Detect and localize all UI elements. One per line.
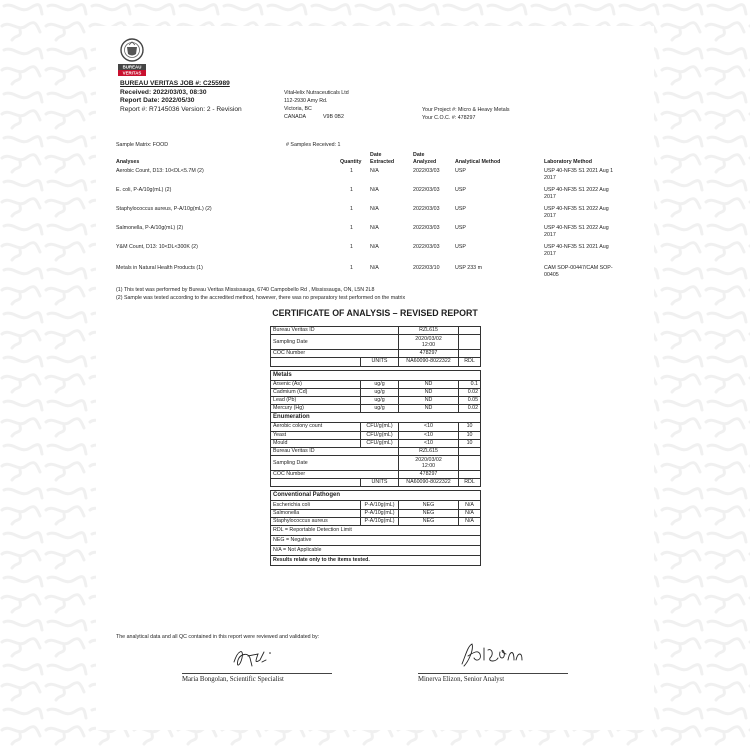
col-date-analyzed-2: Analyzed <box>413 159 437 165</box>
note-neg: NEG = Negative <box>271 536 481 546</box>
rdl-header: RDL <box>459 479 481 487</box>
bv-id-label: Bureau Veritas ID <box>271 327 399 335</box>
table-row: Lead (Pb) ug/g ND 0.05 <box>271 396 481 404</box>
lot-number: NA60090-8022322 <box>399 479 459 487</box>
signature-2 <box>458 640 538 670</box>
sampling-date-value: 2020/03/02 12:00 <box>399 456 459 471</box>
note-results: Results relate only to the items tested. <box>271 556 481 566</box>
note-rdl: RDL = Reportable Detection Limit <box>271 526 481 536</box>
table-row: Yeast CFU/g(mL) <10 10 <box>271 431 481 439</box>
signer-1-name: Maria Bongolan, Scientific Specialist <box>182 676 284 683</box>
enumeration-section-title: Enumeration <box>271 413 481 423</box>
client-address-1: 112-2930 Amy Rd. <box>284 98 328 104</box>
table-row: Salmonella P-A/10g(mL) NEG N/A <box>271 509 481 517</box>
table-row: Cadmium (Cd) ug/g ND 0.02 <box>271 388 481 396</box>
client-name: VitaHelix Nutraceuticals Ltd <box>284 90 349 96</box>
col-analytical-method: Analytical Method <box>455 159 501 165</box>
pathogen-section-title: Conventional Pathogen <box>271 491 481 501</box>
table-row: Mould CFU/g(mL) <10 10 <box>271 439 481 447</box>
coc-number-label: COC Number <box>271 350 399 358</box>
table-row: Aerobic colony count CFU/g(mL) <10 10 <box>271 423 481 431</box>
signer-2-name: Minerva Elizon, Senior Analyst <box>418 676 505 683</box>
job-number: BUREAU VERITAS JOB #: C255989 <box>120 80 230 87</box>
validation-statement: The analytical data and all QC contained in this report were reviewed and validated by: <box>116 634 320 640</box>
bureau-veritas-logo <box>117 36 147 78</box>
report-number: Report #: R7145036 Version: 2 - Revision <box>120 105 242 113</box>
rdl-header: RDL <box>459 358 481 366</box>
bv-id-label: Bureau Veritas ID <box>271 447 399 455</box>
received-date: Received: 2022/03/03, 08:30 <box>120 88 207 96</box>
note-na: N/A = Not Applicable <box>271 546 481 556</box>
table-row: Staphylococcus aureus P-A/10g(mL) NEG N/A <box>271 517 481 525</box>
client-country: CANADA <box>284 114 307 120</box>
report-page: BUREAU VERITAS BUREAU VERITAS JOB #: C255989 Received: 2022/03/03, 08:30 Report Date: 2022/05/30 Report #: R7145036 Version: 2 - Revision VitaHelix Nutraceuticals Ltd 112-2930 Amy Rd. Victoria, BC CANADA V9B 0B2 Your Project #: Micro & Heavy Metals Your C.O.C. #: 478297 Sample Matrix: FOOD # Samples Received: 1 Analyses Quantity Date Extracted Date Analyzed Analytical Method Laboratory Method Aerobic Count, D13: 10<DL<5.7M (2) 1 N/A 2022/03/03 USP USP 40-NF35 S1 2021 Aug 1 2017 E. coli, P-A/10g(mL) (2) 1 N/A 2022/03/03 USP USP 40-NF35 S1 2022 Aug 2017 Staphylococcus aureus, P-A/10g(mL) (2) 1 N/A 2022/03/03 USP USP 40-NF35 S1 2022 Aug 2017 Salmonella, P-A/10g(mL) (2) 1 N/A 2022/03/03 USP USP 40-NF35 S1 2022 Aug 2017 Y&M Count, D13: 10<DL<300K (2) 1 N/A 2022/03/03 USP USP 40-NF35 S1 2021 Aug 2017 Metals in Natural Health Products (1) 1 N/A 2022/03/10 USP 233 m CAM SOP-00447/CAM SOP- 00405 (1) This test was performed by Bureau Veritas Mississauga, 6740 Campobello Rd , Mississauga, ON, L5N 2L8 (2) Sample was tested according to the accredited method, however, there was no preparatory test performed on the matrix CERTIFICATE OF ANALYSIS – REVISED REPORT Bureau Veritas ID RZL615 Sampling Date 2020/03/02 12:00 COC Number 478297 UNITS NA60090-8022322 RDL Metals Arsenic (As) ug/g ND 0.1 Cadmium (Cd) ug/g ND 0.02 Lead (Pb) ug/g ND 0.05 Mercury (Hg) ug/g ND 0.02 Enumeration Aerobic colony count CFU/g(mL) <10 10 Yeast CFU/g(mL) <10 10 Mould CFU/g(mL) <10 10 Bureau Veritas ID RZL615 Sampling Date 2020/03/02 12:00 COC Number 478297 UNITS NA60090-8022322 RDL Conventional Pathogen Escherichia coli P-A/10g(mL) NEG N/A Salmonella P-A/10g(mL) NEG N/A Staphylococcus aureus P-A/10g(mL) NEG N/A RDL = Reportable Detection Limit NEG = Negative N/A = Not Applicable Results relate only to the items tested. The analytical data and all QC contained in this report were reviewed and validated by: Maria Bongolan, Scientific Specialist Minerva Elizon, Senior Analyst <box>96 26 654 730</box>
svg-text:VERITAS: VERITAS <box>122 70 142 76</box>
bv-id-value: RZL615 <box>399 327 459 335</box>
project-number: Your Project #: Micro & Heavy Metals <box>422 107 510 113</box>
col-date-extracted-2: Extracted <box>370 159 395 165</box>
report-date: Report Date: 2022/05/30 <box>120 97 195 105</box>
table-row: Arsenic (As) ug/g ND 0.1 <box>271 380 481 388</box>
signature-1 <box>228 644 278 672</box>
units-header: UNITS <box>361 358 399 366</box>
coc-number-value: 478297 <box>399 350 459 358</box>
coc-number: Your C.O.C. #: 478297 <box>422 115 476 121</box>
col-analyses: Analyses <box>116 159 140 165</box>
lot-number: NA60090-8022322 <box>399 358 459 366</box>
certificate-table <box>270 326 481 566</box>
footnote-2: (2) Sample was tested according to the accredited method, however, there was no preparatory test performed on the matrix <box>116 295 406 301</box>
client-address-2: Victoria, BC <box>284 106 312 112</box>
table-row: Mercury (Hg) ug/g ND 0.02 <box>271 405 481 413</box>
bv-id-value: RZL615 <box>399 447 459 455</box>
col-date-analyzed-1: Date <box>413 152 425 158</box>
metals-section-title: Metals <box>271 370 481 380</box>
svg-text:BUREAU: BUREAU <box>122 64 142 70</box>
coc-number-value: 478297 <box>399 471 459 479</box>
col-date-extracted-1: Date <box>370 152 382 158</box>
signature-line-1 <box>182 673 332 674</box>
sampling-date-label: Sampling Date <box>271 456 399 471</box>
sampling-date-label: Sampling Date <box>271 335 399 350</box>
samples-received: # Samples Received: 1 <box>286 142 341 148</box>
client-postal: V9B 0B2 <box>323 114 344 120</box>
units-header: UNITS <box>361 479 399 487</box>
table-row: Escherichia coli P-A/10g(mL) NEG N/A <box>271 501 481 509</box>
coc-number-label: COC Number <box>271 471 399 479</box>
certificate-title: CERTIFICATE OF ANALYSIS – REVISED REPORT <box>272 308 478 318</box>
sampling-date-value: 2020/03/02 12:00 <box>399 335 459 350</box>
footnote-1: (1) This test was performed by Bureau Veritas Mississauga, 6740 Campobello Rd , Mississauga, ON, L5N 2L8 <box>116 287 375 293</box>
sample-matrix: Sample Matrix: FOOD <box>116 142 169 148</box>
col-quantity: Quantity <box>340 159 362 165</box>
col-laboratory-method: Laboratory Method <box>544 159 592 165</box>
signature-line-2 <box>418 673 568 674</box>
report-header <box>120 80 242 114</box>
